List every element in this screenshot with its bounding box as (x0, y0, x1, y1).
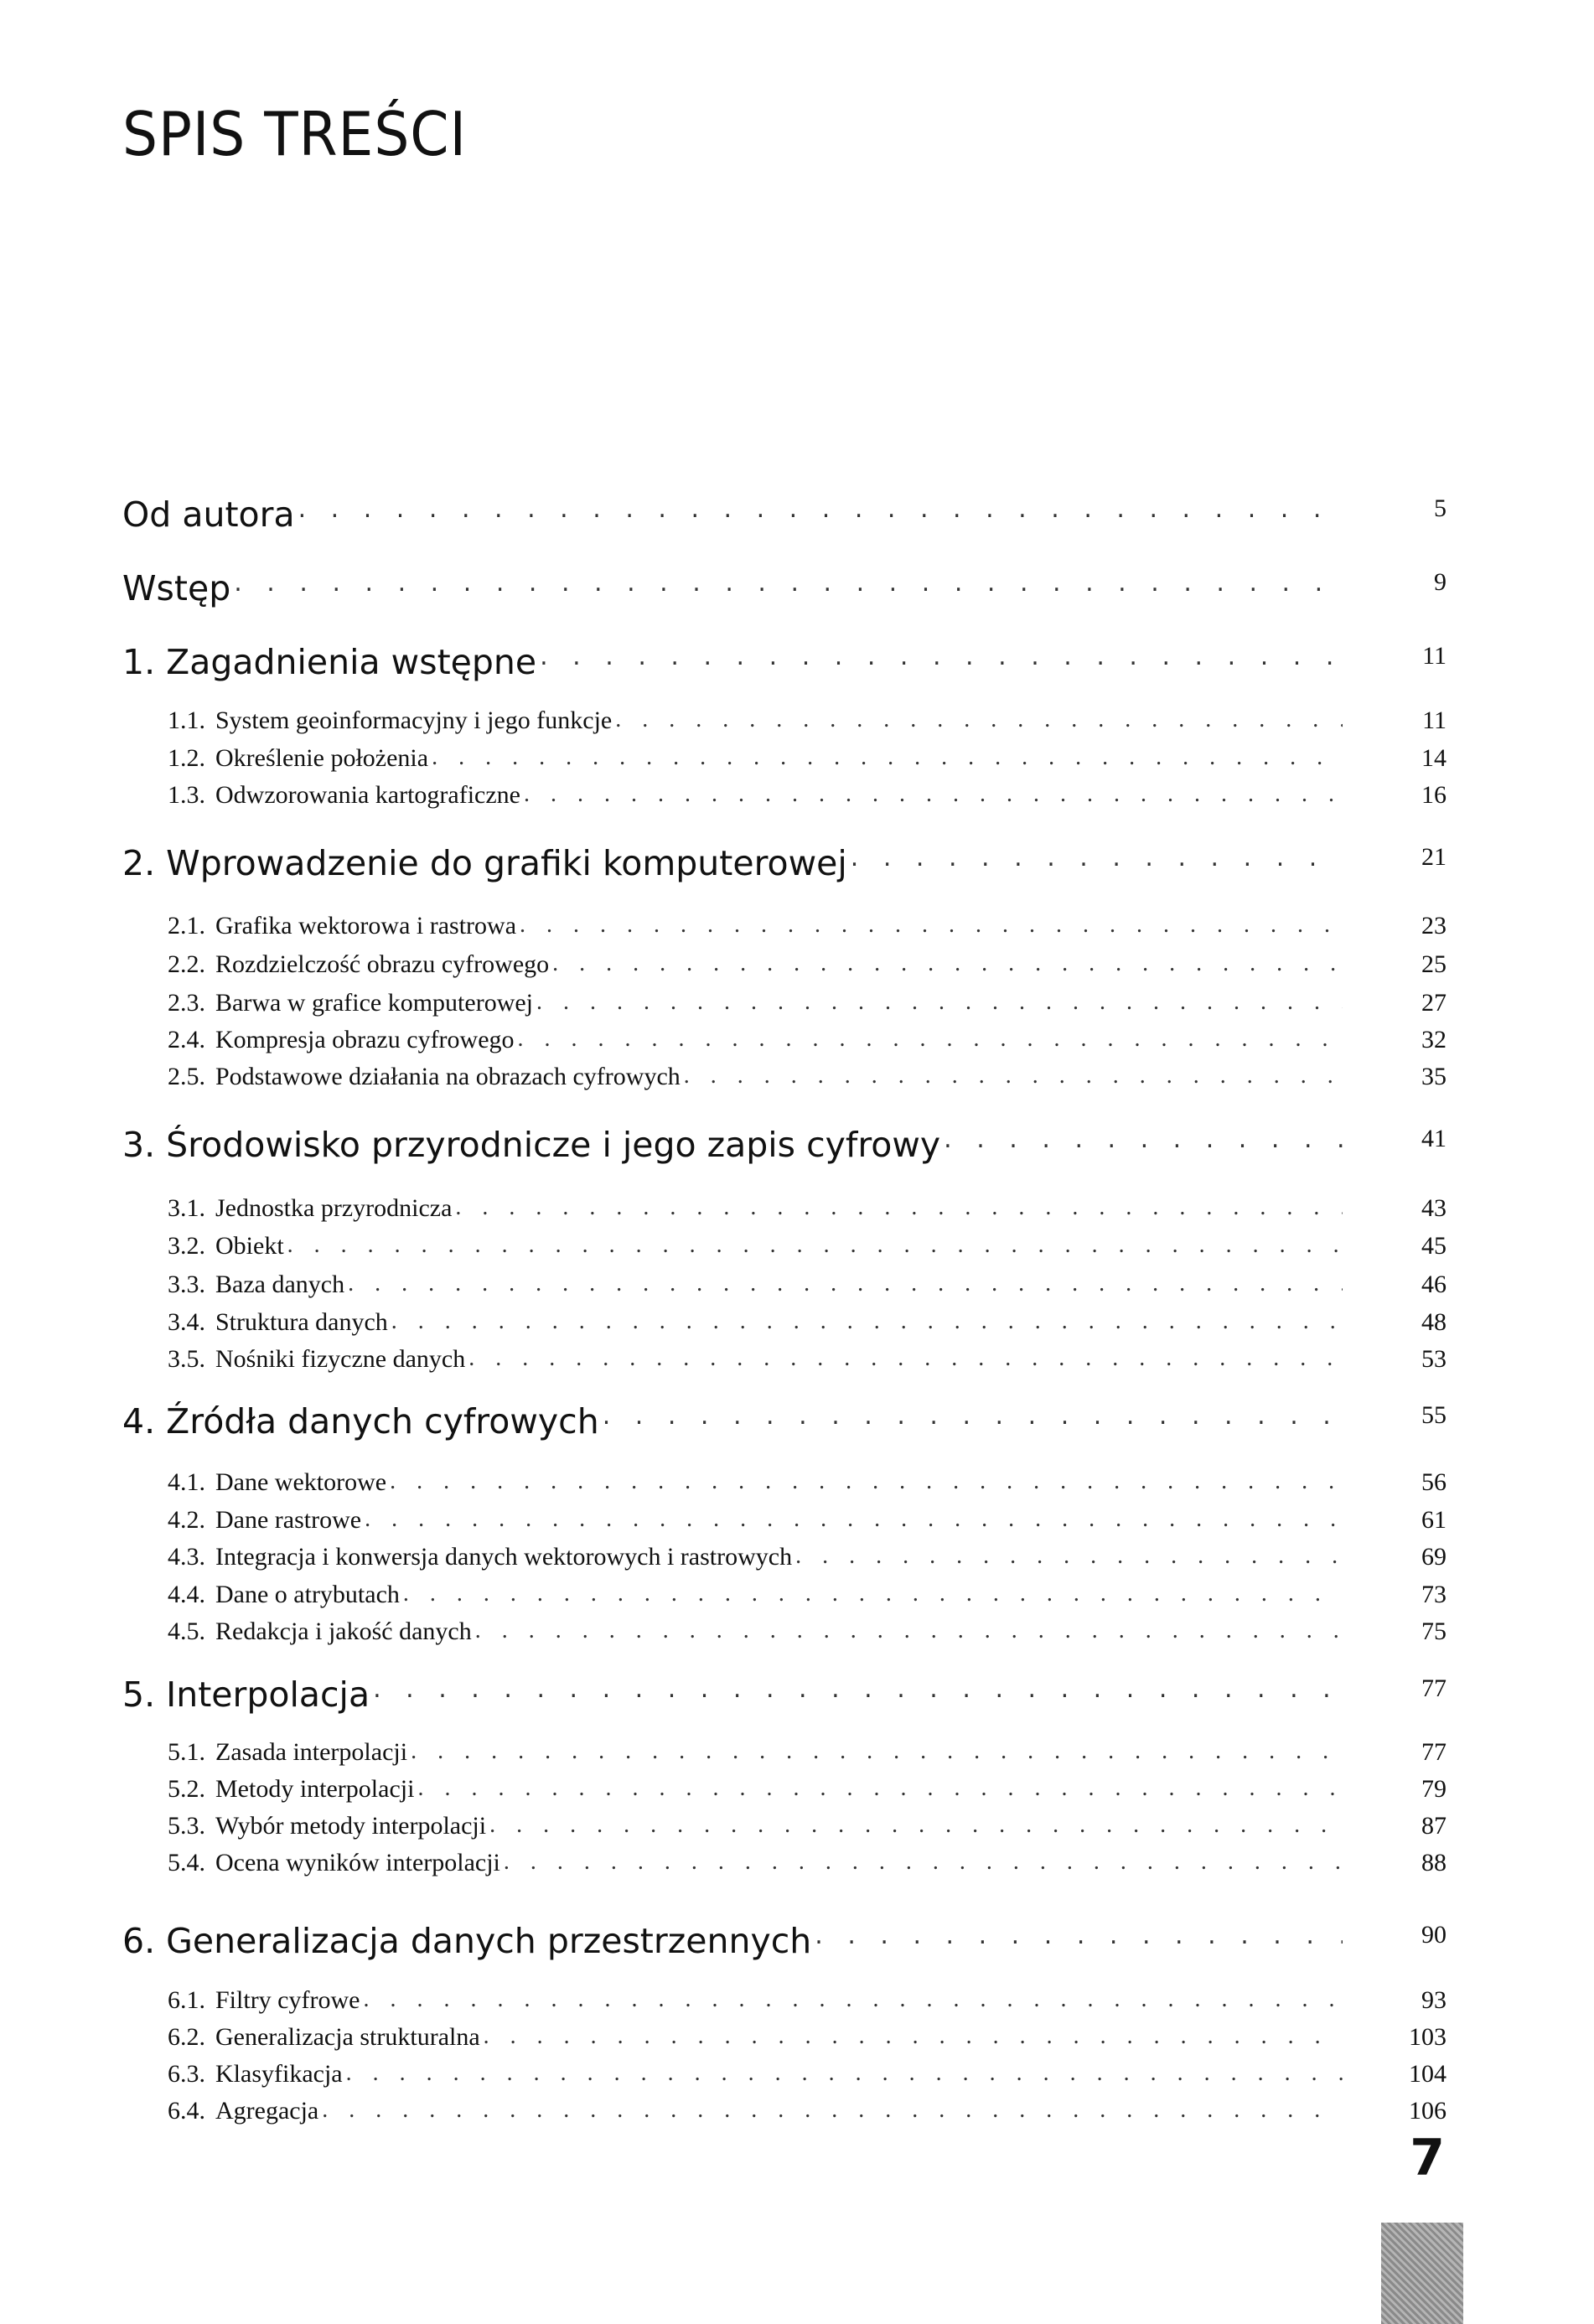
section-page-number: 73 (1421, 1581, 1447, 1608)
section-label-wrap (168, 1026, 1346, 1054)
section-number: 5.4. (168, 1849, 205, 1876)
section-title: Generalizacja strukturalna (215, 2023, 480, 2051)
toc-section-entry (168, 1543, 1447, 1576)
section-label-wrap (168, 1506, 1346, 1535)
section-page-number: 77 (1421, 1738, 1447, 1766)
section-label-wrap (168, 1617, 1346, 1646)
toc-chapter-entry (122, 1401, 1447, 1447)
toc-section-entry (168, 989, 1447, 1022)
toc-section-entry (168, 1581, 1447, 1614)
section-label (168, 1232, 284, 1260)
section-label (168, 950, 549, 979)
section-title: Filtry cyfrowe (215, 1986, 360, 2014)
dot-leader (484, 2023, 1343, 2052)
section-label-wrap (168, 1775, 1346, 1804)
dot-leader (468, 1345, 1343, 1374)
section-page-number: 53 (1421, 1345, 1447, 1373)
section-title: Integracja i konwersja danych wektorowych i rastrowych (215, 1543, 793, 1571)
dot-leader (373, 1674, 1343, 1715)
dot-leader (346, 2060, 1343, 2088)
section-page-number: 43 (1421, 1194, 1447, 1222)
section-label-wrap (168, 1738, 1346, 1767)
dot-leader (365, 1506, 1343, 1535)
section-label-wrap (168, 744, 1346, 773)
toc-section-entry (168, 1194, 1447, 1228)
section-title: Baza danych (215, 1271, 345, 1298)
section-page-number: 14 (1421, 744, 1447, 772)
toc-section-entry (168, 1738, 1447, 1772)
section-label (168, 1194, 452, 1223)
section-label-wrap (168, 1581, 1346, 1609)
section-label (168, 912, 516, 940)
dot-leader (475, 1617, 1343, 1646)
section-label-wrap (168, 912, 1346, 940)
toc-section-entry (168, 707, 1447, 740)
dot-leader (432, 744, 1343, 773)
section-label (168, 1468, 386, 1497)
section-title: Obiekt (215, 1232, 284, 1260)
section-page-number: 25 (1421, 950, 1447, 978)
chapter-title: 1. Zagadnienia wstępne (122, 642, 537, 682)
section-label (168, 1986, 360, 2015)
section-page-number: 46 (1421, 1271, 1447, 1298)
section-page-number: 61 (1421, 1506, 1447, 1534)
section-label (168, 1581, 400, 1609)
section-label-wrap (168, 950, 1346, 979)
page-title: SPIS TREŚCI (122, 99, 467, 169)
section-label (168, 1063, 681, 1091)
section-label (168, 1271, 344, 1299)
toc-section-entry (168, 781, 1447, 815)
section-label (168, 2097, 318, 2125)
section-number: 3.2. (168, 1232, 205, 1260)
section-number: 5.1. (168, 1738, 205, 1766)
chapter-title: Wstęp (122, 568, 231, 608)
toc-section-entry (168, 1986, 1447, 2020)
section-title: Rozdzielczość obrazu cyfrowego (215, 950, 550, 978)
section-page-number: 79 (1421, 1775, 1447, 1803)
section-title: Grafika wektorowa i rastrowa (215, 912, 517, 939)
dot-leader (518, 1026, 1343, 1054)
section-title: System geoinformacyjny i jego funkcje (215, 707, 613, 734)
chapter-page-number: 41 (1421, 1125, 1447, 1152)
section-number: 2.2. (168, 950, 205, 978)
section-label (168, 1812, 486, 1840)
section-page-number: 88 (1421, 1849, 1447, 1876)
dot-leader (504, 1849, 1343, 1877)
chapter-page-number: 90 (1421, 1921, 1447, 1949)
dot-leader (851, 843, 1343, 883)
section-label-wrap (168, 1986, 1346, 2015)
section-label (168, 1506, 361, 1535)
section-title: Dane o atrybutach (215, 1581, 400, 1608)
section-title: Metody interpolacji (215, 1775, 415, 1803)
section-title: Podstawowe działania na obrazach cyfrowych (215, 1063, 681, 1090)
section-number: 2.4. (168, 1026, 205, 1053)
toc-section-entry (168, 1345, 1447, 1379)
section-title: Określenie położenia (215, 744, 429, 772)
dot-leader (298, 494, 1343, 535)
section-label (168, 989, 533, 1017)
section-number: 5.3. (168, 1812, 205, 1840)
toc-section-entry (168, 1063, 1447, 1096)
toc-section-entry (168, 1232, 1447, 1266)
dot-leader (287, 1232, 1343, 1260)
dot-leader (234, 568, 1343, 608)
dot-leader (363, 1986, 1343, 2015)
dot-leader (684, 1063, 1343, 1091)
section-label (168, 1026, 515, 1054)
section-label-wrap (168, 2023, 1346, 2052)
chapter-page-number: 11 (1422, 642, 1447, 670)
chapter-label-wrap (122, 843, 1346, 883)
section-page-number: 23 (1421, 912, 1447, 939)
dot-leader (489, 1812, 1343, 1840)
section-label-wrap (168, 1271, 1346, 1299)
section-number: 1.3. (168, 781, 205, 809)
section-label (168, 2060, 343, 2088)
dot-leader (348, 1271, 1343, 1299)
section-label-wrap (168, 781, 1346, 810)
section-page-number: 93 (1421, 1986, 1447, 2014)
section-title: Barwa w grafice komputerowej (215, 989, 534, 1017)
section-number: 4.1. (168, 1468, 205, 1496)
section-label-wrap (168, 989, 1346, 1017)
dot-leader (417, 1775, 1343, 1804)
section-label (168, 1308, 388, 1337)
section-number: 6.1. (168, 1986, 205, 2014)
section-number: 4.5. (168, 1617, 205, 1645)
chapter-label-wrap (122, 494, 1346, 535)
section-title: Wybór metody interpolacji (215, 1812, 487, 1840)
section-page-number: 104 (1409, 2060, 1447, 2088)
section-label (168, 1543, 792, 1571)
section-number: 4.2. (168, 1506, 205, 1534)
section-number: 6.4. (168, 2097, 205, 2125)
section-title: Dane wektorowe (215, 1468, 387, 1496)
section-title: Ocena wyników interpolacji (215, 1849, 500, 1876)
toc-section-entry (168, 2097, 1447, 2130)
section-number: 3.1. (168, 1194, 205, 1222)
section-title: Struktura danych (215, 1308, 388, 1336)
section-number: 2.5. (168, 1063, 205, 1090)
section-label-wrap (168, 707, 1346, 735)
section-number: 3.4. (168, 1308, 205, 1336)
dot-leader (540, 642, 1343, 682)
section-page-number: 16 (1421, 781, 1447, 809)
toc-section-entry (168, 1308, 1447, 1342)
toc-section-entry (168, 1271, 1447, 1304)
dot-leader (615, 707, 1343, 735)
dot-leader (391, 1308, 1343, 1337)
section-label (168, 744, 428, 773)
section-label-wrap (168, 1543, 1346, 1571)
dot-leader (795, 1543, 1343, 1571)
section-label-wrap (168, 1468, 1346, 1497)
section-label-wrap (168, 1063, 1346, 1091)
toc-chapter-entry (122, 568, 1447, 613)
section-label (168, 1738, 407, 1767)
section-label (168, 1775, 414, 1804)
chapter-title: 4. Źródła danych cyfrowych (122, 1401, 599, 1442)
section-page-number: 69 (1421, 1543, 1447, 1571)
dot-leader (520, 912, 1343, 940)
section-title: Dane rastrowe (215, 1506, 362, 1534)
chapter-title: Od autora (122, 494, 295, 535)
chapter-page-number: 77 (1421, 1674, 1447, 1702)
toc-section-entry (168, 1468, 1447, 1502)
section-page-number: 11 (1422, 707, 1447, 734)
toc-chapter-entry (122, 1125, 1447, 1170)
section-title: Zasada interpolacji (215, 1738, 408, 1766)
toc-section-entry (168, 2023, 1447, 2057)
section-number: 1.1. (168, 707, 205, 734)
section-label-wrap (168, 2097, 1346, 2125)
section-page-number: 103 (1409, 2023, 1447, 2051)
toc-chapter-entry (122, 642, 1447, 687)
toc-section-entry (168, 1812, 1447, 1845)
dot-leader (815, 1921, 1343, 1961)
section-number: 6.3. (168, 2060, 205, 2088)
section-title: Agregacja (215, 2097, 319, 2125)
dot-leader (944, 1125, 1343, 1165)
toc-section-entry (168, 950, 1447, 984)
section-number: 5.2. (168, 1775, 205, 1803)
section-page-number: 27 (1421, 989, 1447, 1017)
section-label-wrap (168, 1812, 1346, 1840)
section-number: 3.5. (168, 1345, 205, 1373)
dot-leader (524, 781, 1343, 810)
toc-section-entry (168, 744, 1447, 778)
chapter-label-wrap (122, 568, 1346, 608)
dot-leader (552, 950, 1343, 979)
section-page-number: 32 (1421, 1026, 1447, 1053)
dot-leader (603, 1401, 1343, 1442)
toc-section-entry (168, 1026, 1447, 1059)
section-label-wrap (168, 1194, 1346, 1223)
section-title: Kompresja obrazu cyfrowego (215, 1026, 515, 1053)
toc-section-entry (168, 912, 1447, 945)
dot-leader (536, 989, 1343, 1017)
page-number: 7 (1410, 2129, 1445, 2187)
chapter-title: 6. Generalizacja danych przestrzennych (122, 1921, 812, 1961)
section-title: Jednostka przyrodnicza (215, 1194, 453, 1222)
chapter-page-number: 21 (1421, 843, 1447, 871)
chapter-title: 5. Interpolacja (122, 1674, 370, 1715)
chapter-label-wrap (122, 1674, 1346, 1715)
section-number: 6.2. (168, 2023, 205, 2051)
section-page-number: 75 (1421, 1617, 1447, 1645)
section-number: 4.4. (168, 1581, 205, 1608)
toc-chapter-entry (122, 1674, 1447, 1720)
section-title: Nośniki fizyczne danych (215, 1345, 466, 1373)
section-title: Redakcja i jakość danych (215, 1617, 472, 1645)
section-label-wrap (168, 2060, 1346, 2088)
section-page-number: 106 (1409, 2097, 1447, 2125)
chapter-title: 3. Środowisko przyrodnicze i jego zapis cyfrowy (122, 1125, 941, 1165)
section-number: 1.2. (168, 744, 205, 772)
section-label (168, 781, 520, 810)
chapter-title: 2. Wprowadzenie do grafiki komputerowej (122, 843, 847, 883)
section-label (168, 1345, 465, 1374)
section-page-number: 87 (1421, 1812, 1447, 1840)
chapter-page-number: 5 (1434, 494, 1447, 522)
section-label-wrap (168, 1849, 1346, 1877)
toc-chapter-entry (122, 494, 1447, 540)
section-page-number: 48 (1421, 1308, 1447, 1336)
section-label-wrap (168, 1308, 1346, 1337)
toc-section-entry (168, 1506, 1447, 1540)
chapter-label-wrap (122, 642, 1346, 682)
section-label (168, 707, 612, 735)
toc-section-entry (168, 1849, 1447, 1882)
dot-leader (411, 1738, 1343, 1767)
chapter-page-number: 55 (1421, 1401, 1447, 1429)
section-number: 3.3. (168, 1271, 205, 1298)
toc-section-entry (168, 2060, 1447, 2094)
section-page-number: 56 (1421, 1468, 1447, 1496)
toc-section-entry (168, 1617, 1447, 1651)
chapter-label-wrap (122, 1401, 1346, 1442)
section-page-number: 35 (1421, 1063, 1447, 1090)
section-label (168, 1849, 500, 1877)
toc-chapter-entry (122, 1921, 1447, 1966)
chapter-label-wrap (122, 1921, 1346, 1961)
dot-leader (403, 1581, 1343, 1609)
chapter-label-wrap (122, 1125, 1346, 1165)
chapter-page-number: 9 (1434, 568, 1447, 596)
section-page-number: 45 (1421, 1232, 1447, 1260)
section-title: Klasyfikacja (215, 2060, 343, 2088)
dot-leader (390, 1468, 1343, 1497)
section-label-wrap (168, 1232, 1346, 1260)
section-title: Odwzorowania kartograficzne (215, 781, 520, 809)
toc-section-entry (168, 1775, 1447, 1809)
section-number: 4.3. (168, 1543, 205, 1571)
dot-leader (455, 1194, 1343, 1223)
toc-chapter-entry (122, 843, 1447, 888)
section-label-wrap (168, 1345, 1346, 1374)
section-label (168, 1617, 472, 1646)
dot-leader (322, 2097, 1343, 2125)
section-number: 2.3. (168, 989, 205, 1017)
section-number: 2.1. (168, 912, 205, 939)
thumb-tab-marker (1381, 2223, 1463, 2324)
section-label (168, 2023, 480, 2052)
